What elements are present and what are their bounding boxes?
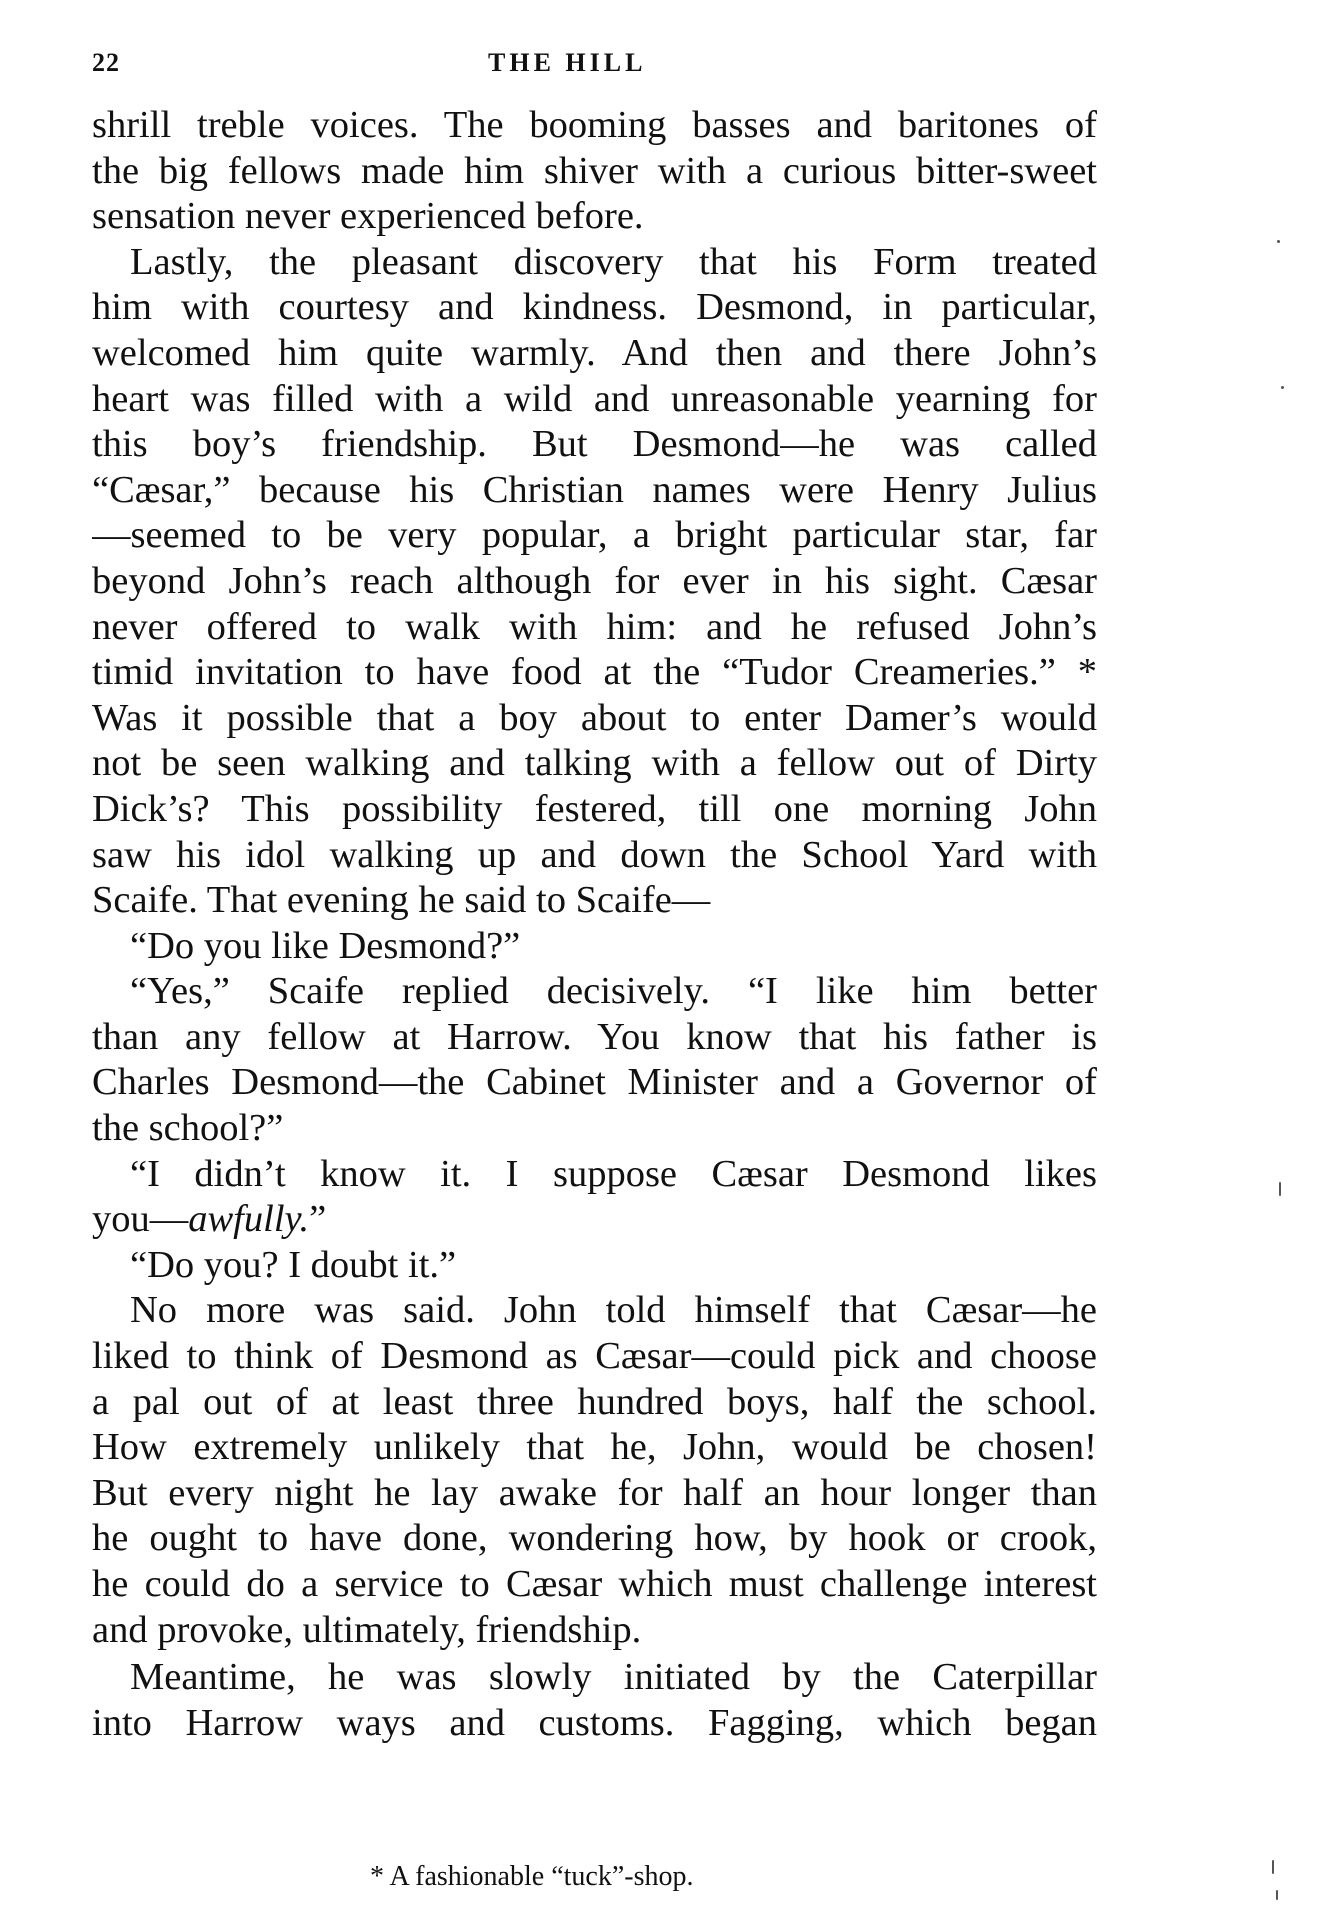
scan-speck	[1281, 386, 1284, 389]
text-line: into Harrow ways and customs. Fagging, which began	[92, 1701, 1097, 1744]
footnote: * A fashionable “tuck”-shop.	[370, 1861, 694, 1892]
scan-speck	[1277, 240, 1280, 243]
text-line: and provoke, ultimately, friendship.	[92, 1608, 642, 1651]
running-title: THE HILL	[488, 48, 647, 77]
text-line: sensation never experienced before.	[92, 195, 644, 238]
text-line: shrill treble voices. The booming basses and baritones of	[92, 104, 1097, 146]
text-line: No more was said. John told himself that Cæsar—he	[130, 1289, 1097, 1332]
text-line: Scaife. That evening he said to Scaife—	[92, 879, 711, 922]
text-line: than any fellow at Harrow. You know that his father is	[92, 1015, 1097, 1058]
text-line	[92, 1197, 1097, 1243]
page-number: 22	[92, 48, 120, 77]
scan-speck	[1276, 1890, 1278, 1900]
emphasis-text: awfully.	[188, 1198, 310, 1241]
text-line: not be seen walking and talking with a fellow out of Dirty	[92, 742, 1097, 785]
text-fragment: you—	[92, 1198, 189, 1241]
text-line: saw his idol walking up and down the School Yard with	[92, 833, 1097, 876]
text-line: —seemed to be very popular, a bright particular star, far	[92, 514, 1097, 557]
text-line: beyond John’s reach although for ever in his sight. Cæsar	[92, 559, 1097, 602]
text-line: “Cæsar,” because his Christian names were Henry Julius	[92, 468, 1097, 511]
text-fragment: ”	[309, 1198, 327, 1241]
text-line: he ought to have done, wondering how, by hook or crook,	[92, 1517, 1097, 1560]
text-line: him with courtesy and kindness. Desmond, in particular,	[92, 286, 1097, 329]
text-line: Was it possible that a boy about to enter Damer’s would	[92, 696, 1097, 739]
text-line: But every night he lay awake for half an hour longer than	[92, 1471, 1097, 1514]
text-line: timid invitation to have food at the “Tudor Creameries.” *	[92, 651, 1097, 694]
text-line: Dick’s? This possibility festered, till one morning John	[92, 787, 1097, 830]
text-line: heart was filled with a wild and unreasonable yearning for	[92, 377, 1097, 420]
text-line: Lastly, the pleasant discovery that his Form treated	[130, 240, 1097, 283]
text-line: How extremely unlikely that he, John, would be chosen!	[92, 1426, 1097, 1469]
scan-speck	[1279, 1182, 1281, 1196]
text-line: never offered to walk with him: and he refused John’s	[92, 605, 1097, 648]
text-line: “I didn’t know it. I suppose Cæsar Desmond likes	[130, 1152, 1097, 1195]
text-line: the big fellows made him shiver with a curious bitter-sweet	[92, 149, 1097, 192]
page-header	[92, 48, 1092, 88]
scan-speck	[1272, 1860, 1274, 1874]
text-line: a pal out of at least three hundred boys, half the school.	[92, 1380, 1097, 1423]
body-text	[92, 103, 1097, 1746]
text-line: “Yes,” Scaife replied decisively. “I like him better	[130, 970, 1097, 1013]
text-line: liked to think of Desmond as Cæsar—could pick and choose	[92, 1335, 1097, 1378]
text-line: Meantime, he was slowly initiated by the Caterpillar	[130, 1656, 1097, 1699]
text-line: this boy’s friendship. But Desmond—he was called	[92, 423, 1097, 466]
text-line: he could do a service to Cæsar which must challenge interest	[92, 1563, 1097, 1605]
text-line: “Do you like Desmond?”	[130, 924, 521, 967]
text-line: Charles Desmond—the Cabinet Minister and a Governor of	[92, 1061, 1097, 1104]
text-line: “Do you? I doubt it.”	[130, 1243, 457, 1286]
text-line: the school?”	[92, 1107, 284, 1150]
text-line: welcomed him quite warmly. And then and there John’s	[92, 331, 1097, 374]
